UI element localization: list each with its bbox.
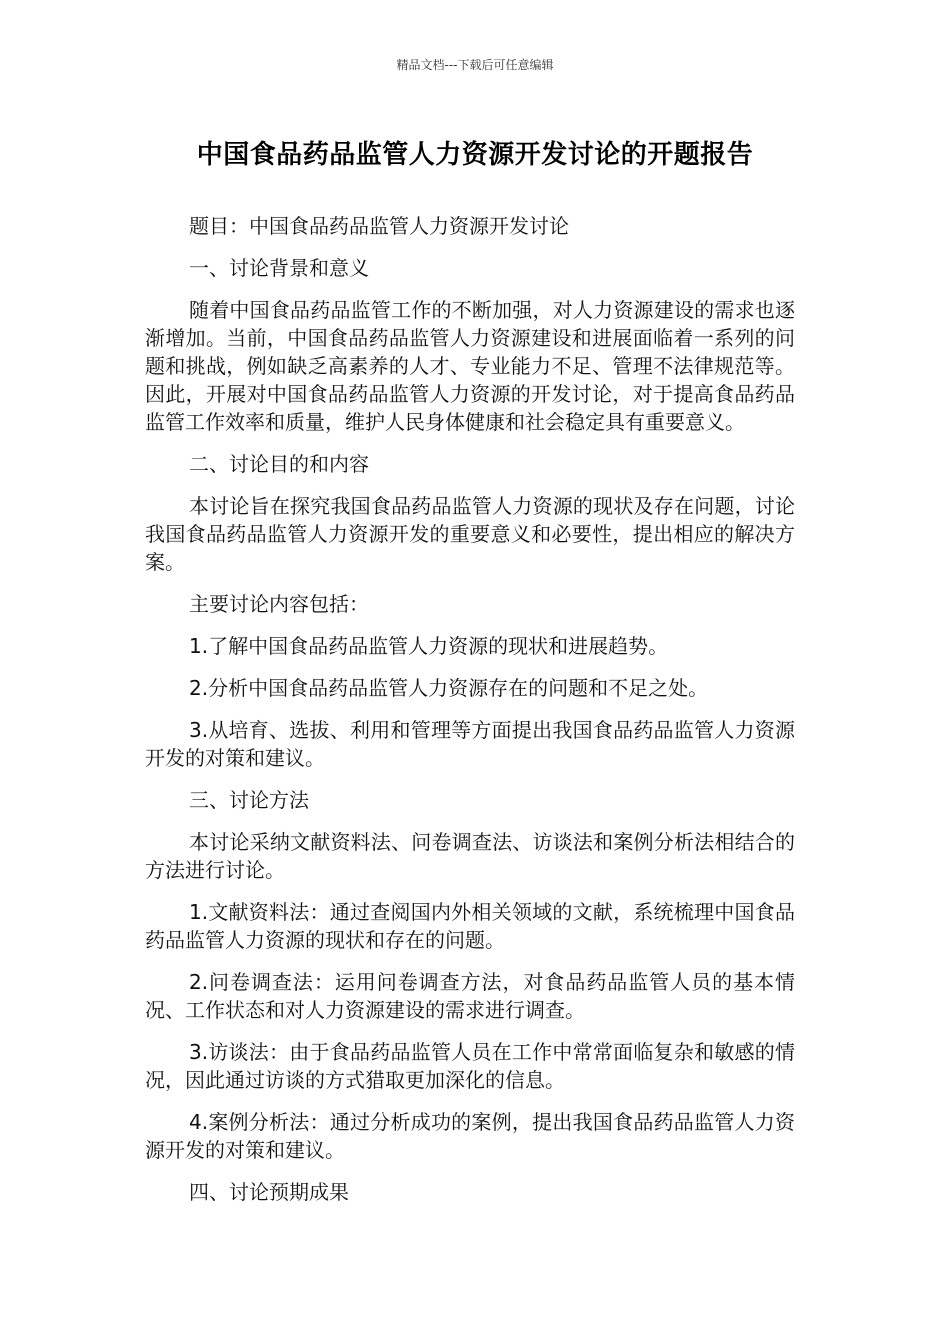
header-note: 精品文档---下载后可任意编辑 <box>396 58 554 72</box>
method-item-1: 1.文献资料法：通过查阅国内外相关领域的文献，系统梳理中国食品药品监管人力资源的现状和存在的问题。 <box>145 900 795 952</box>
section-heading-background: 一、讨论背景和意义 <box>189 256 369 280</box>
method-item-2: 2.问卷调查法：运用问卷调查方法，对食品药品监管人员的基本情况、工作状态和对人力资源建设的需求进行调查。 <box>145 970 795 1022</box>
method-item-4: 4.案例分析法：通过分析成功的案例，提出我国食品药品监管人力资源开发的对策和建议。 <box>145 1110 795 1162</box>
content-item-1: 1.了解中国食品药品监管人力资源的现状和进展趋势。 <box>189 634 669 658</box>
document-title: 中国食品药品监管人力资源开发讨论的开题报告 <box>196 140 754 170</box>
section-heading-outcomes: 四、讨论预期成果 <box>189 1180 349 1204</box>
paragraph-purpose: 本讨论旨在探究我国食品药品监管人力资源的现状及存在问题，讨论我国食品药品监管人力资源开发的重要意义和必要性，提出相应的解决方案。 <box>145 494 795 574</box>
document-body <box>145 212 795 1220</box>
paragraph-methods: 本讨论采纳文献资料法、问卷调查法、访谈法和案例分析法相结合的方法进行讨论。 <box>145 830 795 882</box>
method-item-3: 3.访谈法：由于食品药品监管人员在工作中常常面临复杂和敏感的情况，因此通过访谈的方式猎取更加深化的信息。 <box>145 1040 795 1092</box>
section-heading-methods: 三、讨论方法 <box>189 788 309 812</box>
content-item-2: 2.分析中国食品药品监管人力资源存在的问题和不足之处。 <box>189 676 709 700</box>
section-heading-purpose: 二、讨论目的和内容 <box>189 452 369 476</box>
content-intro: 主要讨论内容包括： <box>189 592 369 616</box>
paragraph-background: 随着中国食品药品监管工作的不断加强，对人力资源建设的需求也逐渐增加。当前，中国食品药品监管人力资源建设和进展面临着一系列的问题和挑战，例如缺乏高素养的人才、专业能力不足、管理不法律规范等。因此，开展对中国食品药品监管人力资源的开发讨论，对于提高食品药品监管工作效率和质量，维护人民身体健康和社会稳定具有重要意义。 <box>145 298 795 434</box>
content-item-3: 3.从培育、选拔、利用和管理等方面提出我国食品药品监管人力资源开发的对策和建议。 <box>145 718 795 770</box>
topic-line: 题目：中国食品药品监管人力资源开发讨论 <box>189 214 569 238</box>
